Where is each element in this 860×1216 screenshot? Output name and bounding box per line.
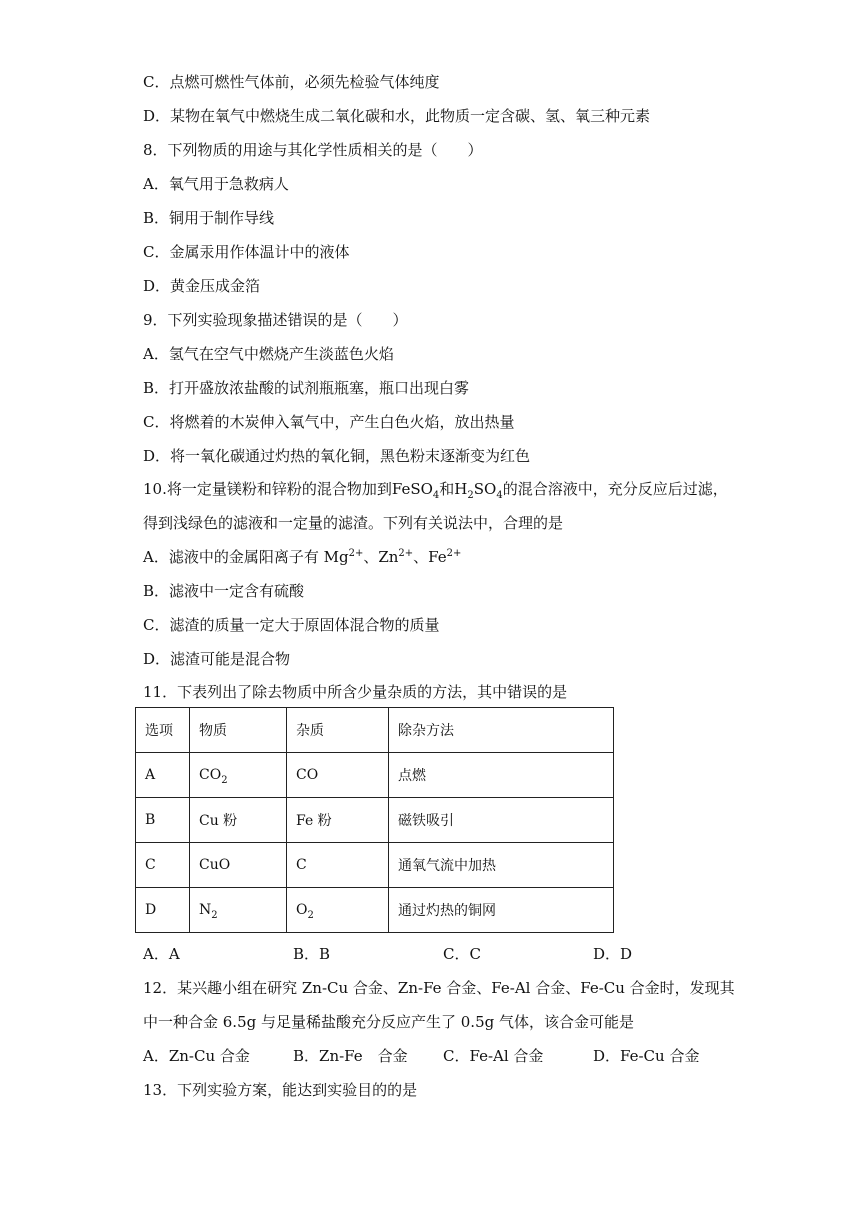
q10-stem-line1 [143, 479, 728, 499]
table-cell-option: B [136, 798, 190, 843]
q11-stem: 11．下表列出了除去物质中所含少量杂质的方法，其中错误的是 [143, 683, 568, 701]
table-header-cell: 除杂方法 [389, 708, 614, 753]
table-cell-method: 磁铁吸引 [389, 798, 614, 843]
q10-text-1: 10.将一定量镁粉和锌粉的混合物加到 [143, 480, 392, 498]
table-cell-impurity: $O_2$ [287, 888, 389, 933]
table-row [136, 798, 614, 843]
q9-stem: 9．下列实验现象描述错误的是（ ） [143, 311, 408, 329]
table-cell-method: 通过灼热的铜网 [389, 888, 614, 933]
table-cell-impurity: C [287, 843, 389, 888]
q8-stem: 8．下列物质的用途与其化学性质相关的是（ ） [143, 141, 483, 159]
table-header-cell: 选项 [136, 708, 190, 753]
q11-option-c: C．C [443, 945, 481, 963]
q12-option-b: B．Zn-Fe 合金 [293, 1047, 408, 1065]
table-cell-option: C [136, 843, 190, 888]
q12-option-c: C．Fe-Al 合金 [443, 1047, 544, 1065]
q12-stem-line1: 12．某兴趣小组在研究 Zn-Cu 合金、Zn-Fe 合金、Fe-Al 合金、Fe-Cu 合金时，发现其 [143, 979, 735, 997]
table-cell-substance: $N_2$ [190, 888, 287, 933]
q11-option-b: B．B [293, 945, 331, 963]
q12-option-d: D．Fe-Cu 合金 [593, 1047, 700, 1065]
q9-option-a: A．氢气在空气中燃烧产生淡蓝色火焰 [143, 345, 394, 363]
table-cell-substance: Cu 粉 [190, 798, 287, 843]
table-header-cell: 杂质 [287, 708, 389, 753]
formula-feso4: FeSO$_4$ [391, 480, 440, 501]
table-cell-substance: CuO [190, 843, 287, 888]
table-cell-impurity: CO [287, 753, 389, 798]
table-cell-option: D [136, 888, 190, 933]
table-row [136, 888, 614, 933]
table-row [136, 843, 614, 888]
table-header-cell: 物质 [190, 708, 287, 753]
q10-option-a: A．滤液中的金属阳离子有 $Mg^{2+}$、$Zn^{2+}$、$Fe^{2+}$ [143, 548, 462, 566]
q11-option-d: D．D [593, 945, 633, 963]
q8-option-b: B．铜用于制作导线 [143, 209, 275, 227]
table-cell-substance: $CO_2$ [190, 753, 287, 798]
q10-text-2: 和 [439, 480, 455, 498]
q10-text-3: 的混合溶液中，充分反应后过滤， [502, 480, 728, 498]
q11-option-a: A．A [143, 945, 180, 963]
q13-stem: 13．下列实验方案，能达到实验目的的是 [143, 1081, 418, 1099]
q9-option-d: D．将一氧化碳通过灼热的氧化铜，黑色粉末逐渐变为红色 [143, 447, 531, 465]
table-header-row [136, 708, 614, 753]
table-cell-impurity: Fe 粉 [287, 798, 389, 843]
q8-option-d: D．黄金压成金箔 [143, 277, 261, 295]
formula-h2so4: $H_2SO_4$ [454, 480, 503, 501]
q10-option-b: B．滤液中一定含有硫酸 [143, 582, 305, 600]
q9-option-c: C．将燃着的木炭伸入氧气中，产生白色火焰，放出热量 [143, 413, 515, 431]
q10-option-d: D．滤渣可能是混合物 [143, 650, 291, 668]
q7-option-d: D．某物在氧气中燃烧生成二氧化碳和水，此物质一定含碳、氢、氧三种元素 [143, 107, 651, 125]
q8-option-a: A．氧气用于急救病人 [143, 175, 289, 193]
table-cell-method: 点燃 [389, 753, 614, 798]
q7-option-c: C．点燃可燃性气体前，必须先检验气体纯度 [143, 73, 440, 91]
q10-stem-line2: 得到浅绿色的滤液和一定量的滤渣。下列有关说法中，合理的是 [143, 514, 564, 532]
q10-option-c: C．滤渣的质量一定大于原固体混合物的质量 [143, 616, 440, 634]
q9-option-b: B．打开盛放浓盐酸的试剂瓶瓶塞，瓶口出现白雾 [143, 379, 470, 397]
impurity-table [135, 707, 614, 933]
table-cell-method: 通氧气流中加热 [389, 843, 614, 888]
table-cell-option: A [136, 753, 190, 798]
q8-option-c: C．金属汞用作体温计中的液体 [143, 243, 350, 261]
q12-option-a: A．Zn-Cu 合金 [143, 1047, 250, 1065]
table-row [136, 753, 614, 798]
q12-stem-line2: 中一种合金 6.5g 与足量稀盐酸充分反应产生了 0.5g 气体，该合金可能是 [143, 1013, 634, 1031]
